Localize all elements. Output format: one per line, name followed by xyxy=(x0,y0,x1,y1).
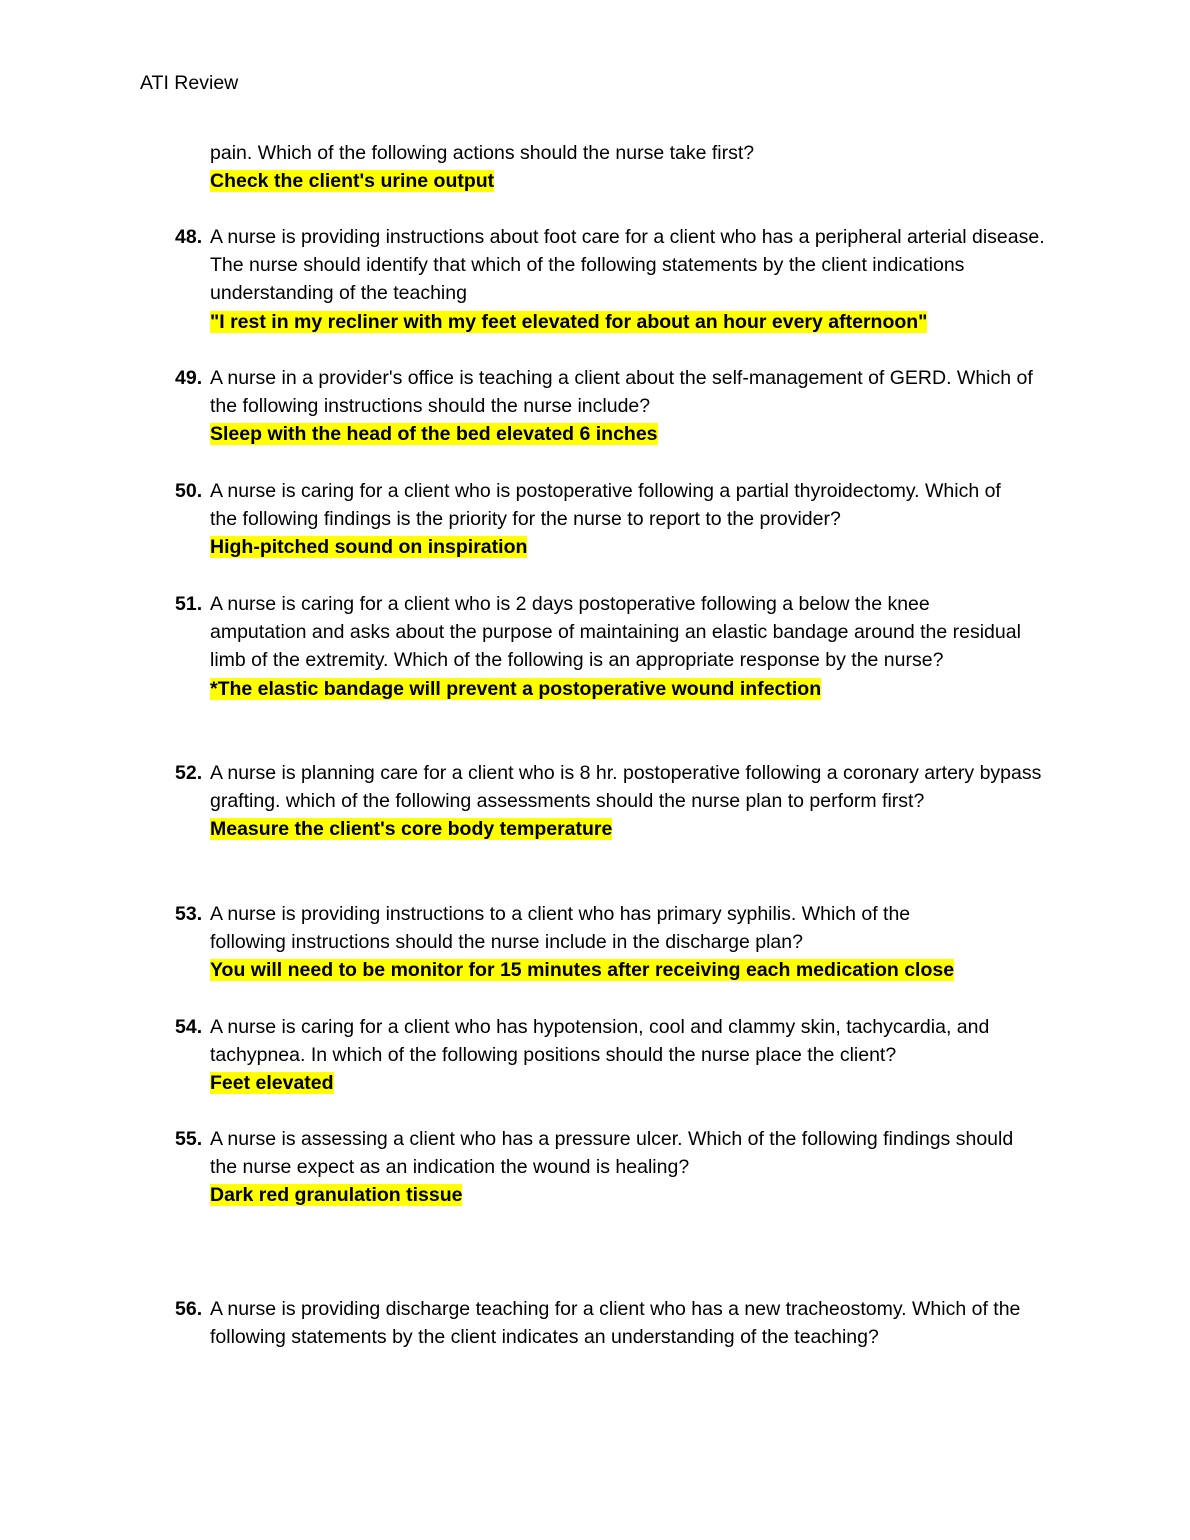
question-51 xyxy=(175,590,1055,703)
question-number: 56. xyxy=(175,1298,203,1320)
question-number: 52. xyxy=(175,762,203,784)
question-50 xyxy=(175,477,1055,562)
question-54 xyxy=(175,1013,1055,1098)
question-number: 49. xyxy=(175,367,203,389)
question-55 xyxy=(175,1125,1055,1210)
answer-highlight: You will need to be monitor for 15 minutes after receiving each medication close xyxy=(210,959,955,982)
question-number: 53. xyxy=(175,903,203,925)
answer-highlight: Check the client's urine output xyxy=(210,170,495,193)
question-49 xyxy=(175,364,1055,449)
answer-highlight: Sleep with the head of the bed elevated 6 inches xyxy=(210,423,658,446)
question-48 xyxy=(175,223,1055,336)
question-number: 55. xyxy=(175,1128,203,1150)
question-number: 51. xyxy=(175,593,203,615)
question-text: A nurse in a provider's office is teaching a client about the self-management of GERD. Which of the following instructions should the nurse include? xyxy=(210,367,1033,418)
question-text: A nurse is caring for a client who has hypotension, cool and clammy skin, tachycardia, and tachypnea. In which of the following positions should the nurse place the client? xyxy=(210,1016,990,1067)
question-52 xyxy=(175,759,1055,844)
question-text: A nurse is providing instructions about foot care for a client who has a peripheral arterial disease. The nurse should identify that which of the following statements by the client indications understanding of the teaching xyxy=(210,226,1045,305)
question-number: 50. xyxy=(175,480,203,502)
question-text: A nurse is providing discharge teaching for a client who has a new tracheostomy. Which of the following statements by the client indicates an understanding of the teaching? xyxy=(210,1298,1021,1349)
question-number: 48. xyxy=(175,226,203,248)
question-continuation xyxy=(175,139,1055,195)
question-text: A nurse is assessing a client who has a pressure ulcer. Which of the following findings should the nurse expect as an indication the wound is healing? xyxy=(210,1128,1014,1179)
page-header-title: ATI Review xyxy=(140,72,239,94)
answer-highlight: *The elastic bandage will prevent a postoperative wound infection xyxy=(210,677,822,700)
question-56 xyxy=(175,1295,1055,1351)
question-number: 54. xyxy=(175,1016,203,1038)
answer-highlight: "I rest in my recliner with my feet elevated for about an hour every afternoon" xyxy=(210,310,928,333)
question-text: A nurse is caring for a client who is 2 days postoperative following a below the knee amputation and asks about the purpose of maintaining an elastic bandage around the residual limb of the extremity. Which of the following is an appropriate response by the nurse? xyxy=(210,593,1021,672)
answer-highlight: Feet elevated xyxy=(210,1072,334,1095)
question-text: A nurse is providing instructions to a client who has primary syphilis. Which of the following instructions should the nurse include in the discharge plan? xyxy=(210,903,911,954)
answer-highlight: Dark red granulation tissue xyxy=(210,1184,463,1207)
question-text: pain. Which of the following actions should the nurse take first? xyxy=(210,142,755,164)
question-text: A nurse is planning care for a client who is 8 hr. postoperative following a coronary artery bypass grafting. which of the following assessments should the nurse plan to perform first? xyxy=(210,762,1042,813)
question-53 xyxy=(175,900,1055,985)
answer-highlight: Measure the client's core body temperature xyxy=(210,818,613,841)
answer-highlight: High-pitched sound on inspiration xyxy=(210,536,528,559)
question-text: A nurse is caring for a client who is postoperative following a partial thyroidectomy. Which of the following findings is the priority for the nurse to report to the provider? xyxy=(210,480,1001,531)
